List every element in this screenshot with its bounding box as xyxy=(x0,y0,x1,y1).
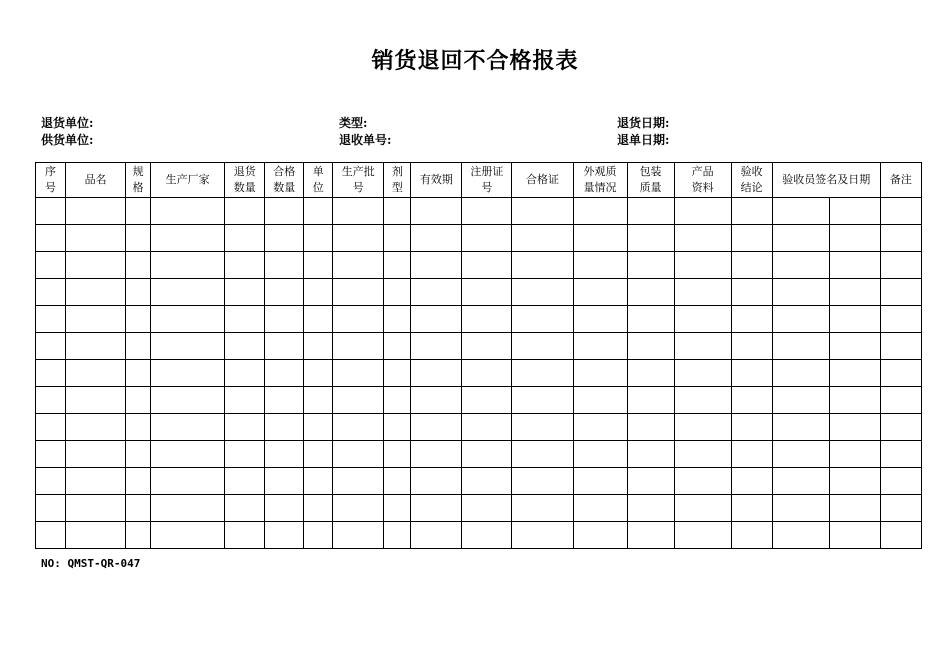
table-cell[interactable] xyxy=(66,333,126,360)
table-cell[interactable] xyxy=(126,279,151,306)
table-cell[interactable] xyxy=(304,333,333,360)
table-cell-date[interactable] xyxy=(829,468,880,495)
table-cell[interactable] xyxy=(573,333,627,360)
table-cell[interactable] xyxy=(573,387,627,414)
table-cell[interactable] xyxy=(151,414,225,441)
header-manufacturer: 生产厂家 xyxy=(151,163,225,198)
table-cell[interactable] xyxy=(731,522,772,549)
table-cell-date[interactable] xyxy=(829,279,880,306)
table-cell[interactable] xyxy=(573,198,627,225)
table-cell[interactable] xyxy=(225,252,265,279)
table-cell[interactable] xyxy=(731,198,772,225)
table-cell[interactable] xyxy=(126,333,151,360)
table-row xyxy=(36,252,922,279)
table-cell[interactable] xyxy=(627,306,674,333)
table-cell[interactable] xyxy=(265,468,304,495)
table-row xyxy=(36,387,922,414)
table-cell[interactable] xyxy=(384,441,411,468)
table-cell[interactable] xyxy=(265,225,304,252)
table-cell[interactable] xyxy=(880,198,921,225)
table-cell[interactable] xyxy=(411,198,462,225)
table-cell[interactable] xyxy=(627,360,674,387)
table-cell[interactable] xyxy=(573,306,627,333)
table-cell[interactable] xyxy=(333,225,384,252)
return-receipt-no-label: 退收单号: xyxy=(339,133,392,147)
table-cell[interactable] xyxy=(126,225,151,252)
table-cell[interactable] xyxy=(512,252,573,279)
header-unit: 单位 xyxy=(304,163,333,198)
table-cell[interactable] xyxy=(627,468,674,495)
table-cell[interactable] xyxy=(772,522,829,549)
table-cell[interactable] xyxy=(674,306,731,333)
table-cell[interactable] xyxy=(36,360,66,387)
table-cell[interactable] xyxy=(66,414,126,441)
table-cell[interactable] xyxy=(772,333,829,360)
table-row xyxy=(36,495,922,522)
table-cell[interactable] xyxy=(36,441,66,468)
table-cell[interactable] xyxy=(880,495,921,522)
table-cell[interactable] xyxy=(225,468,265,495)
table-cell[interactable] xyxy=(411,306,462,333)
table-cell[interactable] xyxy=(225,360,265,387)
table-cell[interactable] xyxy=(462,360,512,387)
table-cell[interactable] xyxy=(126,441,151,468)
table-cell[interactable] xyxy=(126,495,151,522)
table-cell[interactable] xyxy=(265,495,304,522)
table-cell[interactable] xyxy=(36,279,66,306)
table-cell-date[interactable] xyxy=(829,414,880,441)
table-cell[interactable] xyxy=(265,252,304,279)
table-cell[interactable] xyxy=(880,225,921,252)
table-cell[interactable] xyxy=(880,522,921,549)
header-expiry: 有效期 xyxy=(411,163,462,198)
table-cell[interactable] xyxy=(462,522,512,549)
table-cell[interactable] xyxy=(66,198,126,225)
table-cell[interactable] xyxy=(674,225,731,252)
table-cell[interactable] xyxy=(304,198,333,225)
table-cell[interactable] xyxy=(512,522,573,549)
table-row xyxy=(36,306,922,333)
table-cell[interactable] xyxy=(573,225,627,252)
table-cell[interactable] xyxy=(731,225,772,252)
table-cell[interactable] xyxy=(384,387,411,414)
table-cell[interactable] xyxy=(674,198,731,225)
table-cell[interactable] xyxy=(731,468,772,495)
table-cell[interactable] xyxy=(772,495,829,522)
table-cell[interactable] xyxy=(36,306,66,333)
table-cell[interactable] xyxy=(333,495,384,522)
return-slip-date-label: 退单日期: xyxy=(617,133,670,147)
header-seq: 序号 xyxy=(36,163,66,198)
table-cell[interactable] xyxy=(151,495,225,522)
header-registration-no: 注册证号 xyxy=(462,163,512,198)
table-cell[interactable] xyxy=(151,441,225,468)
table-cell[interactable] xyxy=(384,279,411,306)
table-cell[interactable] xyxy=(627,522,674,549)
table-cell[interactable] xyxy=(225,333,265,360)
table-cell[interactable] xyxy=(462,468,512,495)
table-cell[interactable] xyxy=(384,360,411,387)
table-cell-date[interactable] xyxy=(829,333,880,360)
table-cell[interactable] xyxy=(512,468,573,495)
table-cell[interactable] xyxy=(126,387,151,414)
report-title: 销货退回不合格报表 xyxy=(371,48,579,74)
table-cell[interactable] xyxy=(880,252,921,279)
table-cell[interactable] xyxy=(66,468,126,495)
table-cell[interactable] xyxy=(512,198,573,225)
table-cell[interactable] xyxy=(151,225,225,252)
table-cell[interactable] xyxy=(674,252,731,279)
table-cell[interactable] xyxy=(304,414,333,441)
table-cell[interactable] xyxy=(225,279,265,306)
table-cell[interactable] xyxy=(225,495,265,522)
table-cell-date[interactable] xyxy=(829,225,880,252)
table-cell[interactable] xyxy=(265,414,304,441)
table-cell[interactable] xyxy=(512,414,573,441)
header-appearance-quality: 外观质量情况 xyxy=(573,163,627,198)
table-cell[interactable] xyxy=(772,252,829,279)
table-row xyxy=(36,468,922,495)
table-cell[interactable] xyxy=(772,306,829,333)
table-cell[interactable] xyxy=(731,441,772,468)
table-cell[interactable] xyxy=(674,495,731,522)
table-cell[interactable] xyxy=(411,252,462,279)
table-row xyxy=(36,522,922,549)
table-cell[interactable] xyxy=(512,495,573,522)
table-cell[interactable] xyxy=(462,252,512,279)
table-cell[interactable] xyxy=(151,360,225,387)
table-cell[interactable] xyxy=(880,333,921,360)
table-cell[interactable] xyxy=(304,225,333,252)
table-cell[interactable] xyxy=(225,387,265,414)
table-cell[interactable] xyxy=(731,306,772,333)
table-row xyxy=(36,333,922,360)
table-row xyxy=(36,225,922,252)
table-cell[interactable] xyxy=(151,333,225,360)
table-cell[interactable] xyxy=(462,225,512,252)
table-cell[interactable] xyxy=(151,522,225,549)
return-date-label: 退货日期: xyxy=(617,116,670,130)
table-cell[interactable] xyxy=(66,279,126,306)
table-cell[interactable] xyxy=(772,198,829,225)
table-cell[interactable] xyxy=(573,495,627,522)
table-cell[interactable] xyxy=(573,252,627,279)
table-cell[interactable] xyxy=(384,225,411,252)
table-cell[interactable] xyxy=(772,441,829,468)
type-label: 类型: xyxy=(339,116,368,130)
table-cell[interactable] xyxy=(674,522,731,549)
table-cell[interactable] xyxy=(627,387,674,414)
table-cell[interactable] xyxy=(265,441,304,468)
table-cell[interactable] xyxy=(411,387,462,414)
table-cell-date[interactable] xyxy=(829,387,880,414)
table-cell[interactable] xyxy=(151,306,225,333)
table-cell[interactable] xyxy=(225,306,265,333)
table-cell[interactable] xyxy=(411,333,462,360)
table-cell[interactable] xyxy=(674,360,731,387)
table-cell[interactable] xyxy=(333,360,384,387)
header-remarks: 备注 xyxy=(880,163,921,198)
table-cell[interactable] xyxy=(384,495,411,522)
table-cell[interactable] xyxy=(411,522,462,549)
table-cell[interactable] xyxy=(512,387,573,414)
table-cell[interactable] xyxy=(384,198,411,225)
table-cell[interactable] xyxy=(304,522,333,549)
header-return-qty: 退货数量 xyxy=(225,163,265,198)
table-cell[interactable] xyxy=(333,522,384,549)
table-row xyxy=(36,414,922,441)
table-cell[interactable] xyxy=(674,414,731,441)
table-row xyxy=(36,360,922,387)
table-cell[interactable] xyxy=(462,333,512,360)
table-cell[interactable] xyxy=(36,522,66,549)
table-cell[interactable] xyxy=(573,414,627,441)
table-cell[interactable] xyxy=(304,387,333,414)
table-cell[interactable] xyxy=(265,279,304,306)
table-cell[interactable] xyxy=(411,279,462,306)
table-cell[interactable] xyxy=(384,414,411,441)
form-number: NO: QMST-QR-047 xyxy=(41,557,141,570)
table-cell[interactable] xyxy=(573,468,627,495)
table-cell[interactable] xyxy=(265,306,304,333)
table-cell[interactable] xyxy=(411,414,462,441)
table-cell[interactable] xyxy=(674,441,731,468)
table-cell[interactable] xyxy=(731,279,772,306)
table-cell[interactable] xyxy=(462,495,512,522)
table-cell[interactable] xyxy=(36,198,66,225)
table-cell[interactable] xyxy=(627,495,674,522)
table-cell[interactable] xyxy=(36,387,66,414)
table-cell[interactable] xyxy=(384,468,411,495)
table-cell[interactable] xyxy=(384,333,411,360)
header-spec: 规格 xyxy=(126,163,151,198)
table-cell[interactable] xyxy=(126,198,151,225)
table-cell[interactable] xyxy=(151,252,225,279)
table-cell[interactable] xyxy=(731,333,772,360)
table-cell[interactable] xyxy=(126,522,151,549)
table-cell[interactable] xyxy=(151,468,225,495)
header-qualified-qty: 合格数量 xyxy=(265,163,304,198)
table-cell[interactable] xyxy=(772,468,829,495)
table-cell[interactable] xyxy=(627,198,674,225)
table-cell[interactable] xyxy=(225,441,265,468)
table-cell[interactable] xyxy=(36,225,66,252)
table-cell[interactable] xyxy=(573,360,627,387)
header-packaging-quality: 包装质量 xyxy=(627,163,674,198)
table-cell[interactable] xyxy=(512,306,573,333)
table-cell[interactable] xyxy=(126,468,151,495)
table-cell[interactable] xyxy=(304,252,333,279)
table-cell[interactable] xyxy=(304,441,333,468)
table-cell-date[interactable] xyxy=(829,441,880,468)
table-cell[interactable] xyxy=(384,306,411,333)
table-cell[interactable] xyxy=(462,279,512,306)
table-cell[interactable] xyxy=(627,441,674,468)
table-cell[interactable] xyxy=(462,441,512,468)
table-cell[interactable] xyxy=(772,387,829,414)
table-cell[interactable] xyxy=(265,387,304,414)
table-cell-date[interactable] xyxy=(829,306,880,333)
table-cell[interactable] xyxy=(880,387,921,414)
table-cell[interactable] xyxy=(772,360,829,387)
header-batch-no: 生产批号 xyxy=(333,163,384,198)
table-cell[interactable] xyxy=(627,414,674,441)
table-cell[interactable] xyxy=(265,522,304,549)
table-cell[interactable] xyxy=(772,414,829,441)
table-cell[interactable] xyxy=(36,252,66,279)
table-cell-date[interactable] xyxy=(829,360,880,387)
table-cell[interactable] xyxy=(66,225,126,252)
table-row xyxy=(36,279,922,306)
table-cell[interactable] xyxy=(573,522,627,549)
table-cell[interactable] xyxy=(265,333,304,360)
table-cell[interactable] xyxy=(225,225,265,252)
table-cell[interactable] xyxy=(333,198,384,225)
table-cell[interactable] xyxy=(411,495,462,522)
table-cell[interactable] xyxy=(225,198,265,225)
table-cell[interactable] xyxy=(512,360,573,387)
table-cell[interactable] xyxy=(627,279,674,306)
table-cell[interactable] xyxy=(627,252,674,279)
table-cell[interactable] xyxy=(880,279,921,306)
supplier-unit-label: 供货单位: xyxy=(41,133,94,147)
table-cell[interactable] xyxy=(512,279,573,306)
table-cell[interactable] xyxy=(880,441,921,468)
table-header-row xyxy=(36,163,922,198)
table-cell[interactable] xyxy=(384,522,411,549)
table-cell[interactable] xyxy=(411,468,462,495)
table-cell[interactable] xyxy=(333,279,384,306)
table-cell[interactable] xyxy=(731,414,772,441)
table-cell[interactable] xyxy=(66,495,126,522)
header-certificate: 合格证 xyxy=(512,163,573,198)
table-cell[interactable] xyxy=(151,198,225,225)
table-cell[interactable] xyxy=(151,387,225,414)
table-cell[interactable] xyxy=(880,306,921,333)
table-cell[interactable] xyxy=(333,252,384,279)
table-cell[interactable] xyxy=(512,333,573,360)
table-cell[interactable] xyxy=(333,441,384,468)
table-cell[interactable] xyxy=(36,468,66,495)
table-cell[interactable] xyxy=(512,225,573,252)
table-cell[interactable] xyxy=(126,360,151,387)
table-cell[interactable] xyxy=(304,495,333,522)
table-row xyxy=(36,441,922,468)
table-cell[interactable] xyxy=(333,414,384,441)
table-cell[interactable] xyxy=(880,360,921,387)
table-cell-date[interactable] xyxy=(829,522,880,549)
table-cell[interactable] xyxy=(333,387,384,414)
table-cell[interactable] xyxy=(512,441,573,468)
table-cell[interactable] xyxy=(731,387,772,414)
table-cell[interactable] xyxy=(225,414,265,441)
table-cell[interactable] xyxy=(462,198,512,225)
table-cell[interactable] xyxy=(731,360,772,387)
table-cell[interactable] xyxy=(225,522,265,549)
table-cell[interactable] xyxy=(66,441,126,468)
table-cell[interactable] xyxy=(462,306,512,333)
table-cell[interactable] xyxy=(731,252,772,279)
table-cell[interactable] xyxy=(304,279,333,306)
header-product-name: 品名 xyxy=(66,163,126,198)
table-cell[interactable] xyxy=(880,414,921,441)
table-cell[interactable] xyxy=(36,414,66,441)
table-cell[interactable] xyxy=(126,414,151,441)
table-cell[interactable] xyxy=(772,279,829,306)
table-cell[interactable] xyxy=(151,279,225,306)
table-cell[interactable] xyxy=(66,522,126,549)
table-cell[interactable] xyxy=(66,252,126,279)
header-inspection-conclusion: 验收结论 xyxy=(731,163,772,198)
table-cell[interactable] xyxy=(674,279,731,306)
table-cell[interactable] xyxy=(304,306,333,333)
table-cell[interactable] xyxy=(66,387,126,414)
table-cell[interactable] xyxy=(462,387,512,414)
table-row xyxy=(36,198,922,225)
table-cell[interactable] xyxy=(333,333,384,360)
table-cell-date[interactable] xyxy=(829,495,880,522)
header-inspector-signature-date: 验收员签名及日期 xyxy=(772,163,880,198)
table-cell[interactable] xyxy=(674,333,731,360)
table-cell[interactable] xyxy=(627,333,674,360)
table-cell[interactable] xyxy=(333,306,384,333)
table-cell[interactable] xyxy=(66,360,126,387)
return-unit-label: 退货单位: xyxy=(41,116,94,130)
table-cell[interactable] xyxy=(462,414,512,441)
table-cell[interactable] xyxy=(126,306,151,333)
table-cell[interactable] xyxy=(573,279,627,306)
table-cell[interactable] xyxy=(126,252,151,279)
table-cell[interactable] xyxy=(384,252,411,279)
table-cell[interactable] xyxy=(265,198,304,225)
header-product-docs: 产品资料 xyxy=(674,163,731,198)
table-cell[interactable] xyxy=(411,360,462,387)
table-cell-date[interactable] xyxy=(829,252,880,279)
table-cell[interactable] xyxy=(304,468,333,495)
table-cell[interactable] xyxy=(36,495,66,522)
table-cell[interactable] xyxy=(772,225,829,252)
table-cell[interactable] xyxy=(674,387,731,414)
table-cell[interactable] xyxy=(627,225,674,252)
table-cell[interactable] xyxy=(573,441,627,468)
table-cell[interactable] xyxy=(674,468,731,495)
table-cell[interactable] xyxy=(265,360,304,387)
table-cell[interactable] xyxy=(333,468,384,495)
table-cell[interactable] xyxy=(36,333,66,360)
table-cell[interactable] xyxy=(304,360,333,387)
inspection-table xyxy=(35,162,922,549)
header-dosage-form: 剂型 xyxy=(384,163,411,198)
table-cell[interactable] xyxy=(411,225,462,252)
table-cell-date[interactable] xyxy=(829,198,880,225)
table-cell[interactable] xyxy=(411,441,462,468)
table-cell[interactable] xyxy=(880,468,921,495)
table-cell[interactable] xyxy=(66,306,126,333)
table-cell[interactable] xyxy=(731,495,772,522)
